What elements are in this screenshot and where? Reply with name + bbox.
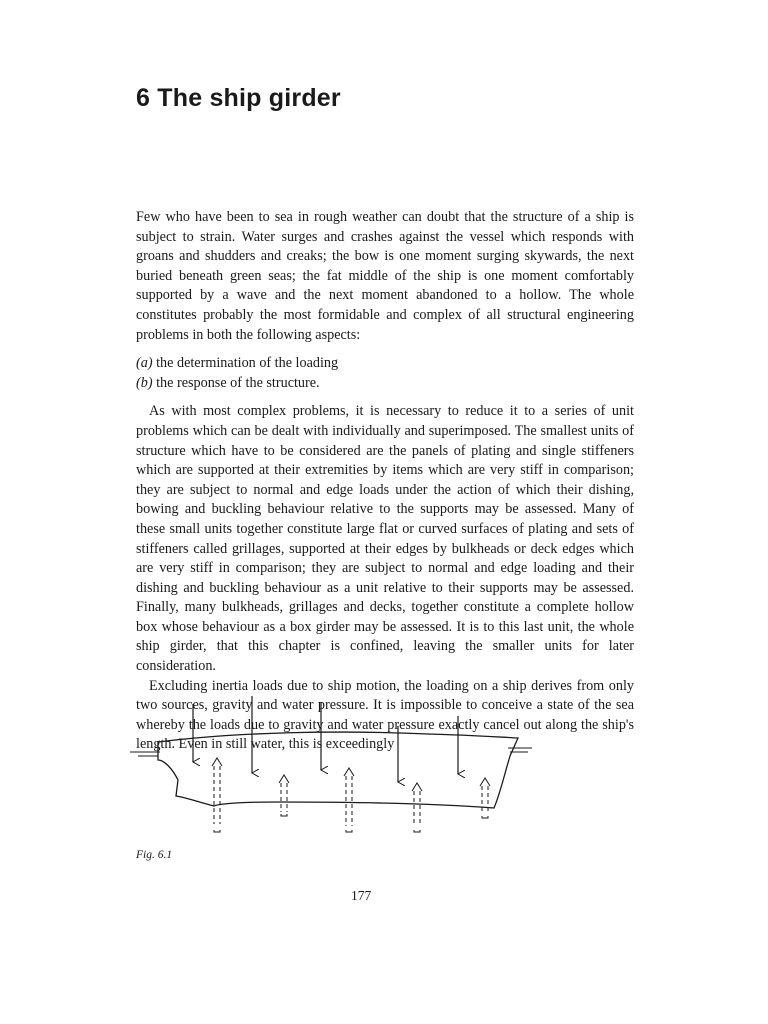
buoyancy-arrow: [412, 783, 422, 832]
buoyancy-arrow: [344, 768, 354, 832]
buoyancy-arrow: [279, 775, 289, 816]
ship-girder-diagram: [128, 688, 540, 838]
list-marker: (a): [136, 355, 153, 372]
list-item-text: the determination of the loading: [156, 355, 339, 372]
aspects-list: [136, 354, 634, 393]
figure-6-1: [128, 688, 540, 838]
list-marker: (b): [136, 374, 153, 391]
buoyancy-arrows: [212, 758, 490, 832]
list-item: [136, 374, 634, 394]
paragraph-loading: Excluding inertia loads due to ship motion, the loading on a ship derives from only two sources, gravity and water pressure. It is impossible to conceive a state of the sea whereby the loads due to gravity and water pressure exactly cancel out along the ship's length. Even in still water, this is exceedingly: [136, 677, 634, 753]
buoyancy-arrow: [212, 758, 222, 832]
paragraph-units: As with most complex problems, it is necessary to reduce it to a series of unit problems which can be dealt with individually and superimposed. The smallest units of structure which have to be considered are the panels of plating and single stiffeners which are supported at their extremities by items which are very stiff in comparison; they are subject to normal and edge loads under the action of which their dishing, bowing and buckling behaviour relative to the supports may be assessed. Many of these small units together constitute large flat or curved surfaces of plating and sets of stiffeners called grillages, supported at their edges by bulkheads or deck edges which are very stiff in comparison; they are subject to normal and edge loading and their dishing and buckling behaviour as a unit relative to their supports may be assessed. Finally, many bulkheads, grillages and decks, together constitute a complete hollow box whose behaviour as a box girder may be assessed. It is to this last unit, the whole ship girder, that this chapter is confined, leaving the smaller units for later consideration.: [136, 403, 634, 675]
chapter-title: 6 The ship girder: [136, 84, 341, 112]
paragraph-intro: Few who have been to sea in rough weather can doubt that the structure of a ship is subject to strain. Water surges and crashes against the vessel which responds with groans and shudders and creaks; the bow is one moment surging skywards, the next buried beneath green seas; the fat middle of the ship is one moment comfortably supported by a wave and the next moment abandoned to a hollow. The whole constitutes probably the most formidable and complex of all structural engineering problems in both the following aspects:: [136, 209, 634, 343]
ship-hull-outline: [158, 732, 518, 808]
list-item-text: the response of the structure.: [156, 374, 320, 391]
page-number: 177: [351, 888, 372, 903]
figure-caption: Fig. 6.1: [136, 849, 173, 861]
body-text: [136, 208, 634, 755]
weight-arrows: [193, 696, 458, 782]
waterline-left: [130, 752, 160, 756]
list-item: [136, 354, 634, 374]
buoyancy-arrow: [480, 778, 490, 818]
